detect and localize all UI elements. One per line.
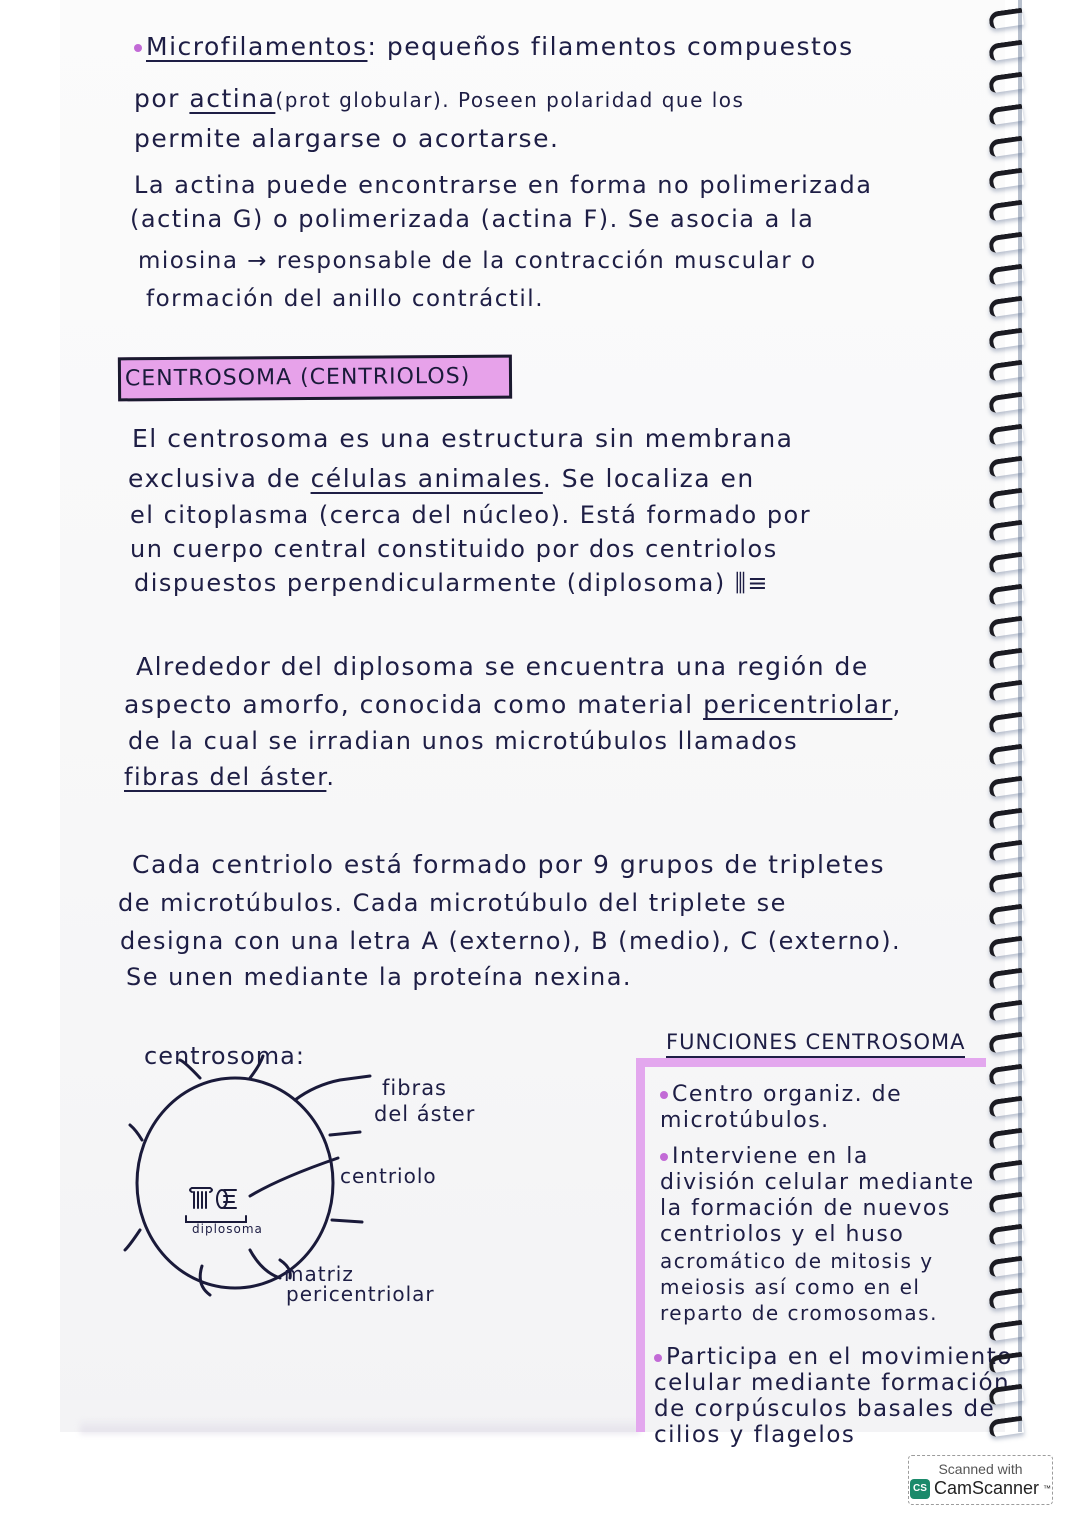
celulas-animales-term: células animales <box>310 464 543 493</box>
spiral-coil <box>988 296 1024 318</box>
centrosoma-p3-line-4: Se unen mediante la proteína nexina. <box>126 963 633 991</box>
watermark-line-1: Scanned with <box>938 1461 1023 1477</box>
text: meiosis así como en el <box>660 1275 921 1299</box>
text: Centro organiz. de <box>672 1082 903 1107</box>
section-header-centrosoma: CENTROSOMA (CENTRIOLOS) <box>118 355 512 402</box>
actina-para-line-2: (actina G) o polimerizada (actina F). Se asocia a la <box>130 205 815 233</box>
spiral-coil <box>988 104 1024 126</box>
centrosoma-p3-line-2: de microtúbulos. Cada microtúbulo del triplete se <box>118 889 787 917</box>
text: por <box>134 84 180 113</box>
spiral-coil <box>988 168 1024 190</box>
spiral-coil <box>988 1384 1024 1406</box>
funcion-item-2 <box>660 1144 975 1326</box>
spiral-coil <box>988 200 1024 222</box>
spiral-coil <box>988 360 1024 382</box>
actina-para-line-3: miosina → responsable de la contracción muscular o <box>138 248 817 274</box>
centrosoma-p2-line-3: de la cual se irradian unos microtúbulos llamados <box>128 727 799 755</box>
spiral-coil <box>988 936 1024 958</box>
spiral-coil <box>988 8 1024 30</box>
text: centriolos y el huso <box>660 1222 905 1247</box>
page-shadow <box>80 1418 640 1434</box>
text: . <box>326 763 336 791</box>
watermark-line-2 <box>909 1478 1052 1499</box>
label-pericentriolar: pericentriolar <box>286 1282 435 1306</box>
centrosoma-p3-line-1: Cada centriolo está formado por 9 grupos de tripletes <box>132 850 886 879</box>
actina-para-line-4: formación del anillo contráctil. <box>146 286 545 312</box>
text: división celular mediante <box>660 1170 975 1195</box>
text: microtúbulos. <box>660 1108 830 1133</box>
centrosoma-p1-line-2 <box>128 460 755 498</box>
fibras-del-aster-term: fibras del áster <box>124 763 327 791</box>
spiral-coil <box>988 648 1024 670</box>
microfilamentos-line-2 <box>134 80 744 119</box>
bullet-icon <box>134 44 142 52</box>
spiral-coil <box>988 1320 1024 1342</box>
text: acromático de mitosis y <box>660 1249 934 1273</box>
text: . Se localiza en <box>542 464 755 493</box>
text: reparto de cromosomas. <box>660 1301 938 1325</box>
bullet-icon <box>660 1091 668 1099</box>
centrosoma-p2-line-4 <box>124 758 336 796</box>
spiral-coil <box>988 1192 1024 1214</box>
spiral-coil <box>988 872 1024 894</box>
spiral-coil <box>988 616 1024 638</box>
spiral-coil <box>988 808 1024 830</box>
centrosoma-p3-line-3: designa con una letra A (externo), B (medio), C (externo). <box>120 927 902 955</box>
centrosome-diagram <box>100 1040 620 1320</box>
spiral-coil <box>988 72 1024 94</box>
centrosoma-p2-line-2 <box>124 686 902 724</box>
text: exclusiva de <box>128 464 311 493</box>
spiral-coil <box>988 1416 1024 1438</box>
text: aspecto amorfo, conocida como material <box>124 690 704 719</box>
microfilamentos-line-3: permite alargarse o acortarse. <box>134 124 560 153</box>
spiral-coil <box>988 520 1024 542</box>
funciones-title: FUNCIONES CENTROSOMA <box>666 1030 965 1058</box>
text: la formación de nuevos <box>660 1196 951 1221</box>
spiral-coil <box>988 712 1024 734</box>
spiral-coil <box>988 968 1024 990</box>
microfilamentos-title: Microfilamentos <box>146 32 368 61</box>
spiral-coil <box>988 392 1024 414</box>
text: de corpúsculos basales de <box>654 1396 996 1422</box>
camscanner-logo-icon: CS <box>910 1479 930 1499</box>
spiral-coil <box>988 1128 1024 1150</box>
text: Participa en el movimiento <box>666 1344 1013 1370</box>
spiral-coil <box>988 136 1024 158</box>
label-matriz: matriz <box>284 1262 354 1286</box>
funcion-item-3 <box>654 1344 1013 1448</box>
spiral-coil <box>988 744 1024 766</box>
spiral-coil <box>988 424 1024 446</box>
centrosoma-p1-line-1: El centrosoma es una estructura sin membrana <box>132 424 794 453</box>
camscanner-watermark <box>908 1455 1053 1505</box>
funcion-item-1 <box>660 1082 902 1134</box>
spiral-coil <box>988 40 1024 62</box>
text: , <box>892 690 902 719</box>
actina-term: actina <box>189 84 276 113</box>
spiral-coil <box>988 232 1024 254</box>
actina-para-line-1: La actina puede encontrarse en forma no polimerizada <box>134 171 873 199</box>
spiral-coil <box>988 776 1024 798</box>
spiral-coil <box>988 1288 1024 1310</box>
centrosoma-p1-line-3: el citoplasma (cerca del núcleo). Está formado por <box>130 501 812 529</box>
spiral-coil <box>988 1064 1024 1086</box>
spiral-coil <box>988 488 1024 510</box>
spiral-coil <box>988 840 1024 862</box>
watermark-brand: CamScanner <box>933 1478 1040 1498</box>
text: : pequeños filamentos compuestos <box>367 32 854 61</box>
centrosoma-p1-line-4: un cuerpo central constituido por dos centriolos <box>130 535 778 563</box>
text: cilios y flagelos <box>654 1422 856 1448</box>
spiral-coil <box>988 1352 1024 1374</box>
label-del-aster: del áster <box>374 1102 476 1126</box>
spiral-coil <box>988 1224 1024 1246</box>
spiral-coil <box>988 1256 1024 1278</box>
label-centriolo: centriolo <box>340 1164 437 1188</box>
bullet-icon <box>660 1153 668 1161</box>
spiral-coil <box>988 1096 1024 1118</box>
spiral-binding <box>985 0 1025 1432</box>
spiral-coil <box>988 1000 1024 1022</box>
spiral-coil <box>988 904 1024 926</box>
diagram-title: centrosoma: <box>144 1042 305 1070</box>
spiral-coil <box>988 328 1024 350</box>
text: (prot globular). Poseen polaridad que los <box>275 88 745 112</box>
spiral-coil <box>988 1032 1024 1054</box>
text: celular mediante formación <box>654 1370 1011 1396</box>
pericentriolar-term: pericentriolar <box>703 690 893 719</box>
spiral-coil <box>988 552 1024 574</box>
label-fibras: fibras <box>382 1076 448 1100</box>
spiral-coil <box>988 584 1024 606</box>
spiral-coil <box>988 1160 1024 1182</box>
text: Interviene en la <box>672 1144 869 1169</box>
bullet-icon <box>654 1354 662 1362</box>
centrosoma-p2-line-1: Alrededor del diplosoma se encuentra una región de <box>136 652 869 681</box>
label-diplosoma: diplosoma <box>192 1222 263 1236</box>
spiral-coil <box>988 264 1024 286</box>
spiral-coil <box>988 456 1024 478</box>
trademark: ™ <box>1043 1484 1052 1493</box>
centrosoma-p1-line-5: dispuestos perpendicularmente (diplosoma) ⫼≡ <box>134 569 769 597</box>
spiral-coil <box>988 680 1024 702</box>
microfilamentos-line-1 <box>134 28 854 66</box>
